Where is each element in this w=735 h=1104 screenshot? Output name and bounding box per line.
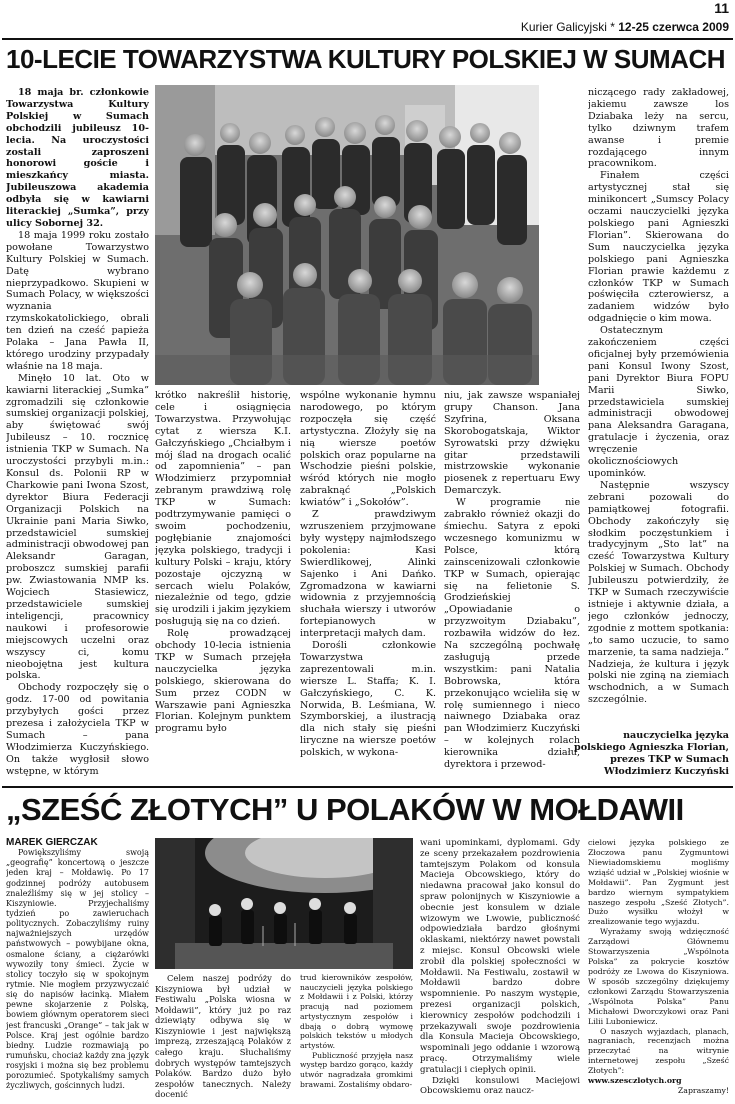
stage-photo-image bbox=[155, 838, 413, 969]
article1-paragraph: Finałem części artystycznej stał się minikoncert „Sumscy Polacy oczami nauczycielki języka polskiego pani Agnieszki Florian”. Skierowana do Sum nauczycielka języka polskiego pani Agnieszka Florian prawie każdemu z członków TKP w Sumach poświęciła czterowiersz, a zadaniem widzów było odgadnięcie o kim mowa. bbox=[588, 170, 729, 325]
group-photo-image bbox=[155, 85, 539, 385]
signature-line: Włodzimierz Kuczyński bbox=[603, 766, 729, 777]
article1-column-1 bbox=[6, 87, 149, 781]
article1-paragraph: 18 maja 1999 roku zostało powołane Towarzystwo Kultury Polskiej w Sumach. Datę wybrano nieprzypadkowo. Skupieni w Sumach Polacy, w większości wyznania rzymskokatolickiego, obrali ten dzień na cześć papieża Polaka – Jana Pawła II, którego urodziny przypadały właśnie na 18 maja. bbox=[6, 229, 149, 372]
article1-column-3 bbox=[300, 390, 436, 781]
masthead bbox=[521, 20, 729, 34]
article2-headline: „SZEŚĆ ZŁOTYCH” U POLAKÓW W MOŁDAWII bbox=[6, 792, 684, 827]
article1-paragraph: Ostatecznym zakończeniem części oficjalnej były przemówienia pani Konsul Iwony Szost, pani Dyrektor Biura FOPU Marii Siwko, przedstawiciela sumskiej administracji obwodowej pana Aleksandra Garagana, gratulacje i życzenia, oraz wręczenie okolicznościowych upominków. bbox=[588, 325, 729, 479]
article2-paragraph: cielowi języka polskiego ze Złoczowa panu Zygmuntowi Niewiadomskiemu mogliśmy wziąść udział w „Polskiej wiośnie w Mołdawii”. Pan Zygmunt jest bardzo wiernym sympatykiem naszego zespołu „Sześć Złotych”. Dużo wysiłku włożył w zrealizowanie tego wyjazdu. bbox=[588, 838, 729, 927]
article1-column-2 bbox=[155, 390, 291, 781]
article1-paragraph: niu, jak zawsze wspaniałej grupy Chanson. Jana Szyfrina, Oksana Skorobogatskaja, Wiktor Syrowatski przy dźwięku gitar przedstawili mistrzowskie wykonanie piosenek z repertuaru Ewy Demarczyk. bbox=[444, 390, 580, 497]
signature-line: polskiego Agnieszka Florian, bbox=[573, 742, 729, 753]
publication-name: Kurier Galicyjski bbox=[520, 20, 607, 34]
article2-paragraph: Celem naszej podróży do Kiszyniowa był udział w Festiwalu „Polska wiosna w Mołdawii”, który już po raz dziewiąty odbywa się w Kiszyniowie i jest największą imprezą, zrzeszającą Polaków z całego kraju. Słuchaliśmy dobrych występów tamtejszych Polaków. Bardzo dużo było zespołów tanecznych. Należy docenić bbox=[155, 973, 291, 1100]
signature-line: prezes TKP w Sumach bbox=[610, 754, 729, 765]
article2-paragraph: trud kierowników zespołów, nauczycieli języka polskiego z Mołdawii i z Polski, którzy pracują nad poziomem artystycznym zespołów i dbają o dobrą wymowę polskich tekstów u młodych artystów. bbox=[300, 973, 413, 1050]
masthead-separator: * bbox=[610, 20, 615, 34]
article1-column-5 bbox=[588, 87, 729, 727]
article1-paragraph: Dorośli członkowie Towarzystwa zaprezentowali m.in. wiersze L. Staffa; K. I. Gałczyńskiego, C. K. Norwida, B. Leśmiana, W. Szymborskiej, a ilustracją dla nich stały się pieśni liryczne na wiersze poetów polskich, w wykona- bbox=[300, 640, 436, 759]
closing-line: Zapraszamy! bbox=[677, 1086, 729, 1096]
article1-paragraph: Obchody rozpoczęły się o godz. 17-00 od powitania przybyłych gości przez prezesa i założyciela TKP w Sumach – pana Włodzimierza Kuczyńskiego. On także wygłosił słowo wstępne, w którym bbox=[6, 682, 149, 777]
article2-stage-photo bbox=[155, 838, 413, 969]
article1-paragraph: krótko nakreślił historię, cele i osiągnięcia Towarzystwa. Przywołując cytat z wiersza K.I. Gałczyńskiego „Chciałbym i mój ślad na drogach ocalić od zapomnienia” – pan Włodzimierz przypomniał zebranym prawdziwą rolę TKP w Sumach: podtrzymywanie pamięci o swoim pochodzeniu, pogłębianie znajomości języka polskiego, tradycji i kultury Polski – kraju, który pozostaje ojczyzną w sercach wielu Polaków, niezależnie od tego, gdzie się urodzili i jakim językiem posługują się na co dzień. bbox=[155, 390, 291, 628]
header-rule bbox=[2, 38, 733, 40]
article2-column-1 bbox=[6, 838, 149, 1100]
article1-lead: 18 maja br. członkowie Towarzystwa Kultury Polskiej w Sumach obchodzili jubileusz 10-lecia. Na uroczystości zostali zaproszeni honorowi goście i mieszkańcy miasta. Jubileuszowa akademia odbyła się w kawiarni literackiej „Sumka”, przy ulicy Sobornej 32. bbox=[6, 87, 149, 229]
article1-paragraph: wspólne wykonanie hymnu narodowego, po którym rozpoczęła się część artystyczna. Złożyły się na nią wiersze poetów polskich oraz popularne na Wschodzie pieśni polskie, wśród których nie mogło zabraknąć „Polskich kwiatów” i „Sokołów”. bbox=[300, 390, 436, 509]
section-divider bbox=[2, 786, 733, 788]
article1-headline: 10-LECIE TOWARZYSTWA KULTURY POLSKIEJ W SUMACH bbox=[6, 44, 726, 74]
article2-paragraph: Dzięki konsulowi Maciejowi Obcowskiemu oraz naucz- bbox=[420, 1075, 580, 1097]
article2-paragraph: Powiększyliśmy swoją „geografię” koncertową o jeszcze jeden kraj – Mołdawię. Po 17 godzinnej podróży autobusem znaleźliśmy się w jej stolicy – Kiszyniowie. Przyjechaliśmy tydzień po zawieruchach politycznych. Zobaczyliśmy ruiny najważniejszych urzędów państwowych – powybijane okna, osmalone ściany, a ciężarówki wywoziły tony śmieci. Życie w stolicy toczyło się w spokojnym rytmie. Nie mogłem przyzwyczaić się do napisów łacinką. Miałem pewne skojarzenie z Polską, bowiem głównym operatorem sieci jest francuski „Orange” – tak jak w Polsce. Kraj jest ogólnie bardzo biedny. Ludzie rozmawiają po rumuńsku, chociaż każdy zna język rosyjski i można się bez problemu porozumieć. Spotykaliśmy samych życzliwych, gościnnych ludzi. bbox=[6, 848, 149, 1091]
article2-paragraph: Publiczność przyjęła nasz występ bardzo gorąco, każdy utwór nagradzała gromkimi brawami. Zostaliśmy obdaro- bbox=[300, 1050, 413, 1089]
article1-paragraph: Rolę prowadzącej obchody 10-lecia istnienia TKP w Sumach przejęła nauczycielka języka polskiego, skierowana do Sum przez CODN w Warszawie pani Agnieszka Florian. Kolejnym punktem programu było bbox=[155, 628, 291, 735]
article1-column-4 bbox=[444, 390, 580, 781]
page-header bbox=[0, 0, 735, 34]
article2-column-5 bbox=[588, 838, 729, 1100]
article1-paragraph: W programie nie zabrakło również okazji do śmiechu. Satyra z epoki wczesnego komunizmu w Polsce, którą zainscenizowali członkowie TKP w Sumach, opierając się na felietonie S. Grodzieńskiej „Opowiadanie o przyzwoitym Dziabaku”, rozbawiła widzów do łez. Na szczególną pochwałę zasługują przede wszystkim: pani Natalia Bobrowska, która przekonująco wcieliła się w rolę sumiennego i nieco naiwnego Dziabaka oraz pan Włodzimierz Kuczyński – w kolejnych rolach kierownika działu, dyrektora i przewod- bbox=[444, 497, 580, 771]
article1-paragraph: Minęło 10 lat. Oto w kawiarni literackiej „Sumka” zgromadzili się członkowie sumskiej organizacji polskiej, aby świętować swój Jubileusz – 10. rocznicę istnienia TKP w Sumach. Na uroczystości przybyli m.in.: Konsul ds. Polonii RP w Charkowie pani Iwona Szost, dyrektor Biura Federacji Organizacji Polskich na Ukrainie pani Maria Siwko, przedstawiciel sumskiej administracji obwodowej pan Aleksandr Garagan, proboszcz sumskiej parafii pw. Zwiastowania NMP ks. Wojciech Stasiewicz, przedstawiciele sumskiej inteligencji, pracownicy naukowi i profesorowie miejscowych uczelni oraz wszyscy ci, komu nieobojętna jest kultura polska. bbox=[6, 372, 149, 682]
article2-paragraph: Wyrażamy swoją wdzięczność Zarządowi Głównemu Stowarzyszenia „Wspólnota Polska” za pokrycie kosztów podróży ze Lwowa do Kiszyniowa. W sposób szczególny dziękujemy członkowi Zarządu Stowarzyszenia „Wspólnota Polska” Panu Michałowi Dworczykowi oraz Pani Lilii Luboniewicz. bbox=[588, 927, 729, 1026]
article1-signature bbox=[560, 730, 729, 778]
article1-paragraph: Z prawdziwym wzruszeniem przyjmowane były występy najmłodszego pokolenia: Kasi Swierdlikowej, Alinki Sajenko i Ani Dańko. Zgromadzona w kawiarni widownia z przyjemnością słuchała wierszy i utworów fortepianowych w interpretacji małych dam. bbox=[300, 509, 436, 640]
article1-paragraph: Następnie wszyscy zebrani pozowali do pamiątkowej fotografii. Obchody zakończyły się słodkim poczęstunkiem i tradycyjnym „Sto lat” na cześć Towarzystwa Kultury Polskiej w Sumach. Obchody Jubileuszu potwierdziły, że TKP w Sumach rzeczywiście istnieje i aktywnie działa, a jego członków jednoczy, zgodnie z mottem spotkania: „to samo uczucie, to samo marzenie, ta sama nadzieja.” Nadzieja, że kultura i język polski nie zginą na ziemiach wschodnich, a w Sumach szczególnie. bbox=[588, 479, 729, 706]
article1-group-photo bbox=[155, 85, 539, 385]
page-number: 11 bbox=[714, 0, 729, 16]
article1-paragraph: niczącego rady zakładowej, jakiemu zawsze los Dziabaka leży na sercu, tylko dziwnym trafem awanse i premie rozdającego innym pracownikom. bbox=[588, 87, 729, 170]
article2-byline: MAREK GIERCZAK bbox=[6, 838, 98, 848]
article2-paragraph: O naszych wyjazdach, planach, nagraniach, recenzjach można przeczytać na witrynie internetowej zespołu „Sześć Złotych”: bbox=[588, 1026, 729, 1076]
website-link[interactable]: www.szesczlotych.org bbox=[588, 1076, 682, 1086]
issue-date: 12-25 czerwca 2009 bbox=[618, 20, 729, 34]
article2-paragraph: wani upominkami, dyplomami. Gdy ze sceny przekazałem pozdrowienia tamtejszym Polakom od konsula Macieja Obcowskiego, który do niedawna pracował jako konsul do spraw polonijnych w Kiszyniowie a obecnie jest konsulem w dziale wizowym we Lwowie, publiczność odpowiedziała bardzo głośnymi oklaskami, niektórzy nawet powstali z miejsc. Konsul Obcowski wiele zrobił dla polskiej społeczności w Mołdawii. Na Festiwalu, zostawił w Mołdawii bardzo dobre wspomnienie. Po naszym występie, prezesi organizacji polskich, kierownicy zespołów podchodzili i przekazywali swoje pozdrowienia dla Konsula Macieja Obcowskiego, wspominali jego oddanie i wzorową pracę. Otrzymaliśmy wiele gratulacji i ciepłych opinii. bbox=[420, 838, 580, 1075]
article2-column-3 bbox=[300, 973, 413, 1100]
article2-column-4 bbox=[420, 838, 580, 1100]
signature-line: nauczycielka języka bbox=[623, 730, 729, 741]
article2-column-2 bbox=[155, 973, 291, 1100]
